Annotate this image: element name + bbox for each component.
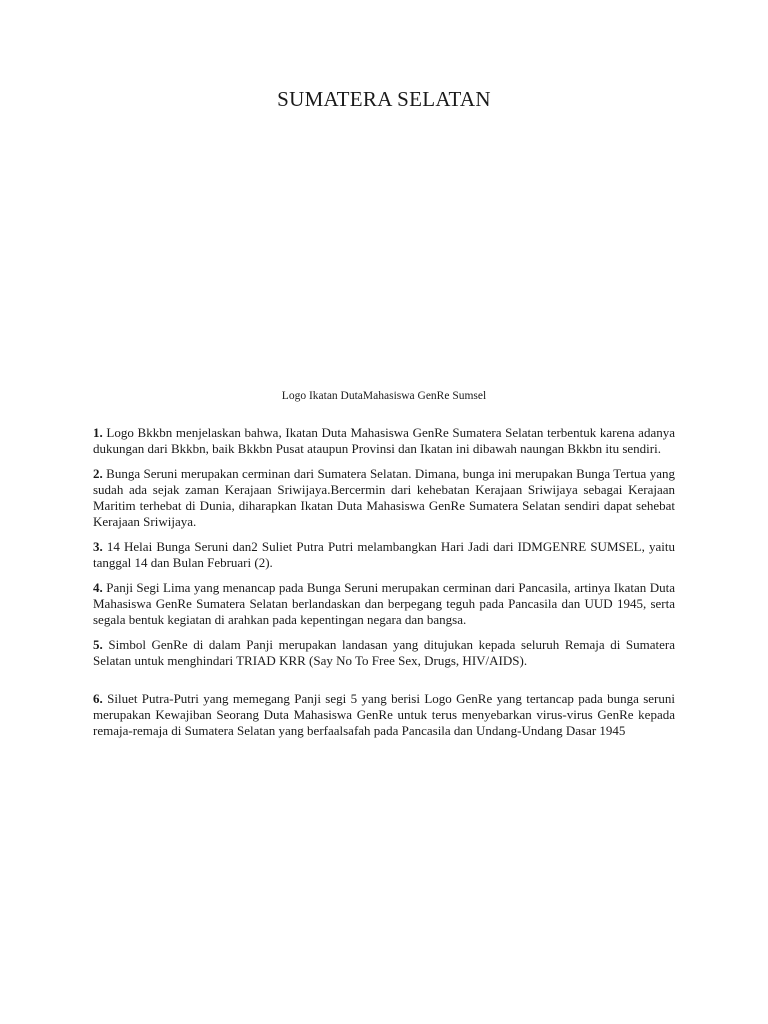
item-text: Logo Bkkbn menjelaskan bahwa, Ikatan Duta Mahasiswa GenRe Sumatera Selatan terbentuk karena adanya dukungan dari Bkkbn, baik Bkkbn Pusat ataupun Provinsi dan Ikatan ini dibawah naungan Bkkbn itu sendiri. xyxy=(93,425,675,456)
list-item xyxy=(93,539,675,571)
list-item xyxy=(93,691,675,739)
item-text: 14 Helai Bunga Seruni dan2 Suliet Putra Putri melambangkan Hari Jadi dari IDMGENRE SUMSEL, yaitu tanggal 14 dan Bulan Februari (2). xyxy=(93,539,675,570)
item-number: 6. xyxy=(93,691,103,706)
list-item xyxy=(93,637,675,669)
list-item xyxy=(93,580,675,628)
item-text: Siluet Putra-Putri yang memegang Panji segi 5 yang berisi Logo GenRe yang tertancap pada bunga seruni merupakan Kewajiban Seorang Duta Mahasiswa GenRe untuk terus menyebarkan virus-virus GenRe kepada remaja-remaja di Sumatera Selatan yang berfaalsafah pada Pancasila dan Undang-Undang Dasar 1945 xyxy=(93,691,676,738)
page-title: SUMATERA SELATAN xyxy=(277,87,491,111)
logo-placeholder xyxy=(234,140,534,370)
explanation-list xyxy=(93,425,675,748)
item-number: 1. xyxy=(93,425,103,440)
item-number: 2. xyxy=(93,466,103,481)
item-number: 4. xyxy=(93,580,103,595)
item-text: Panji Segi Lima yang menancap pada Bunga Seruni merupakan cerminan dari Pancasila, artinya Ikatan Duta Mahasiswa GenRe Sumatera Selatan berlandaskan dan berpegang teguh pada Pancasila dan UUD 1945, serta segala bentuk kegiatan di arahkan pada kepentingan negara dan bangsa. xyxy=(93,580,676,627)
item-text: Bunga Seruni merupakan cerminan dari Sumatera Selatan. Dimana, bunga ini merupakan Bunga Tertua yang sudah ada sejak zaman Kerajaan Sriwijaya.Bercermin dari kehebatan Kerajaan Sriwijaya sebagai Kerajaan Maritim terhebat di Dunia, diharapkan Ikatan Duta Mahasiswa GenRe Sumatera Selatan sendiri dapat sehebat Kerajaan Sriwijaya. xyxy=(93,466,676,529)
list-item xyxy=(93,466,675,530)
item-number: 5. xyxy=(93,637,103,652)
item-text: Simbol GenRe di dalam Panji merupakan landasan yang ditujukan kepada seluruh Remaja di Sumatera Selatan untuk menghindari TRIAD KRR (Say No To Free Sex, Drugs, HIV/AIDS). xyxy=(93,637,675,668)
item-number: 3. xyxy=(93,539,103,554)
logo-caption: Logo Ikatan DutaMahasiswa GenRe Sumsel xyxy=(281,390,487,402)
list-item xyxy=(93,425,675,457)
